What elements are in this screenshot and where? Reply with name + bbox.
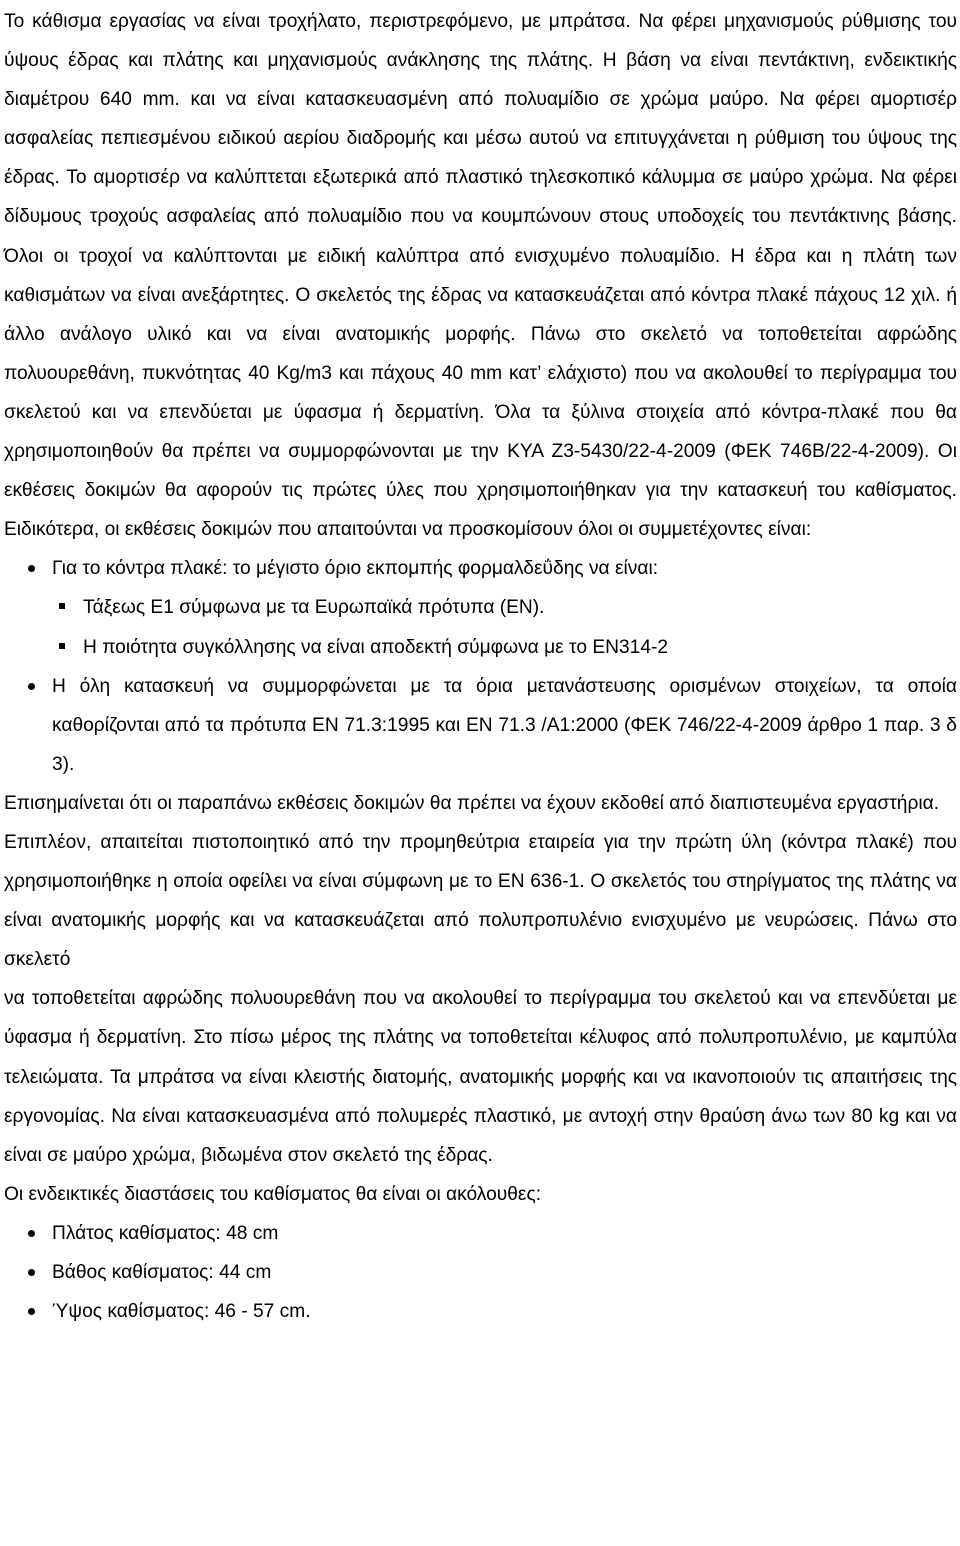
list-item-text: Ύψος καθίσματος: 46 - 57 cm.: [52, 1301, 311, 1323]
list-item-text: Πλάτος καθίσματος: 48 cm: [52, 1222, 279, 1244]
list-item: [4, 1292, 957, 1331]
sub-list-item-text: Τάξεως Ε1 σύμφωνα με τα Ευρωπαϊκά πρότυπα (ΕΝ).: [83, 597, 545, 619]
sub-list-item: [4, 588, 957, 627]
paragraph-backrest: να τοποθετείται αφρώδης πολυουρεθάνη που να ακολουθεί το περίγραμμα του σκελετού και να επενδύεται με ύφασμα ή δερματίνη. Στο πίσω μέρος της πλάτης να τοποθετείται κέλυφος από πολυπροπυλένιο, με καμπύλα τελειώματα. Τα μπράτσα να είναι κλειστής διατομής, ανατομικής μορφής και να ικανοποιούν τις απαιτήσεις της εργονομίας. Να είναι κατασκευασμένα από πολυμερές πλαστικό, με αντοχή στην θραύση άνω των 80 kg και να είναι σε μαύρο χρώμα, βιδωμένα στον σκελετό της έδρας.: [4, 988, 957, 1166]
paragraph-accreditation: Επισημαίνεται ότι οι παραπάνω εκθέσεις δοκιμών θα πρέπει να έχουν εκδοθεί από διαπιστευμένα εργαστήρια.: [4, 792, 940, 814]
dimensions-list: [4, 1214, 957, 1331]
list-item: [4, 549, 957, 588]
paragraph-certificate: Επιπλέον, απαιτείται πιστοποιητικό από την προμηθεύτρια εταιρεία για την πρώτη ύλη (κόντρα πλακέ) που χρησιμοποιήθηκε η οποία οφείλει να είναι σύμφωνη με το ΕΝ 636-1. Ο σκελετός του στηρίγματος της πλάτης να είναι ανατομικής μορφής και να κατασκευάζεται από πολυπροπυλένιο ενισχυμένο με νευρώσεις. Πάνω στο σκελετό: [4, 831, 957, 971]
sub-list-item-text: Η ποιότητα συγκόλλησης να είναι αποδεκτή σύμφωνα με το ΕΝ314-2: [83, 636, 669, 658]
list-item: [4, 1214, 957, 1253]
paragraph-dimensions-intro: Οι ενδεικτικές διαστάσεις του καθίσματος θα είναι οι ακόλουθες:: [4, 1183, 542, 1205]
list-item-text: Για το κόντρα πλακέ: το μέγιστο όριο εκπομπής φορμαλδεΰδης να είναι:: [52, 558, 659, 580]
list-item: [4, 1253, 957, 1292]
list-item-text: Βάθος καθίσματος: 44 cm: [52, 1262, 272, 1283]
list-item: [4, 667, 957, 784]
document-page: [0, 2, 960, 1546]
list-item-text: Η όλη κατασκευή να συμμορφώνεται με τα όρια μετανάστευσης ορισμένων στοιχείων, τα οποία καθορίζονται από τα πρότυπα ΕΝ 71.3:1995 και ΕΝ 71.3 /Α1:2000 (ΦΕΚ 746/22-4-2009 άρθρο 1 παρ. 3 δ 3).: [52, 675, 957, 775]
sub-list-item: [4, 628, 957, 667]
paragraph-chair-description: Το κάθισμα εργασίας να είναι τροχήλατο, περιστρεφόμενο, με μπράτσα. Να φέρει μηχανισμούς ρύθμισης του ύψους έδρας και πλάτης και μηχανισμούς ανάκλησης της πλάτης. Η βάση να είναι πεντάκτινη, ενδεικτικής διαμέτρου 640 mm. και να είναι κατασκευασμένη από πολυαμίδιο σε χρώμα μαύρο. Να φέρει αμορτισέρ ασφαλείας πεπιεσμένου ειδικού αερίου διαδρομής και μέσω αυτού να επιτυγχάνεται η ρύθμιση του ύψους της έδρας. Το αμορτισέρ να καλύπτεται εξωτερικά από πλαστικό τηλεσκοπικό κάλυμμα σε μαύρο χρώμα. Να φέρει δίδυμους τροχούς ασφαλείας από πολυαμίδιο που να κουμπώνουν στους υποδοχείς του πεντάκτινης βάσης. Όλοι οι τροχοί να καλύπτονται με ειδική καλύπτρα από ενισχυμένο πολυαμίδιο. Η έδρα και η πλάτη των καθισμάτων να είναι ανεξάρτητες. Ο σκελετός της έδρας να κατασκευάζεται από κόντρα πλακέ πάχους 12 χιλ. ή άλλο ανάλογο υλικό και να είναι ανατομικής μορφής. Πάνω στο σκελετό να τοποθετείται αφρώδης πολυουρεθάνη, πυκνότητας 40 Kg/m3 και πάχους 40 mm κατ’ ελάχιστο) που να ακολουθεί το περίγραμμα του σκελετού και να επενδύεται με ύφασμα ή δερματίνη. Όλα τα ξύλινα στοιχεία από κόντρα-πλακέ που θα χρησιμοποιηθούν θα πρέπει να συμμορφώνονται με την ΚΥΑ Ζ3-5430/22-4-2009 (ΦΕΚ 746Β/22-4-2009). Οι εκθέσεις δοκιμών θα αφορούν τις πρώτες ύλες που χρησιμοποιήθηκαν για την κατασκευή του καθίσματος. Ειδικότερα, οι εκθέσεις δοκιμών που απαιτούνται να προσκομίσουν όλοι οι συμμετέχοντες είναι:: [4, 11, 957, 541]
test-reports-list: [4, 549, 957, 784]
